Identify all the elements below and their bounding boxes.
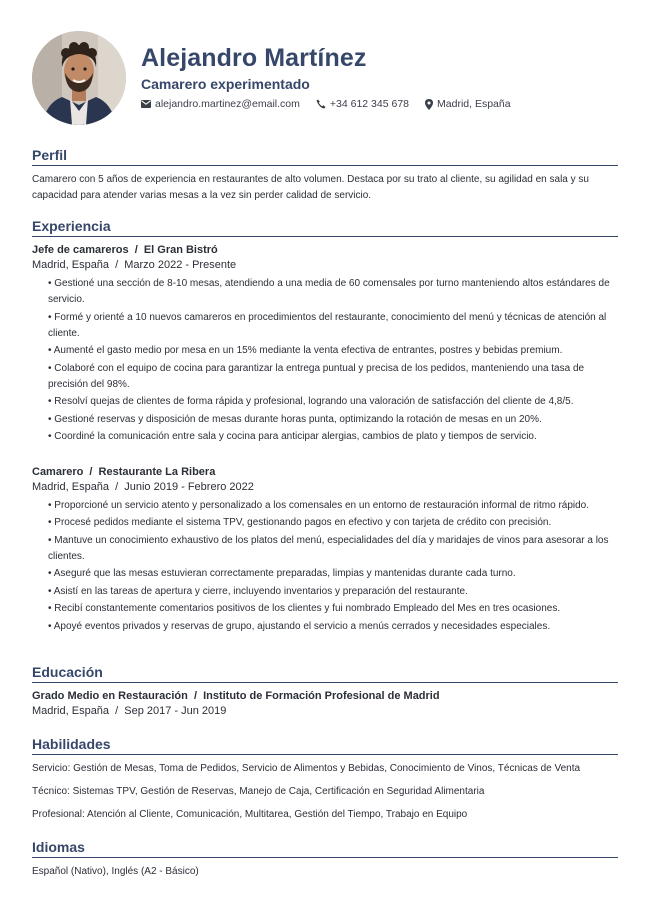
bullet-item: • Aseguré que las mesas estuvieran correctamente preparadas, limpias y mantenidas durante cada turno. — [48, 568, 516, 579]
contact-email[interactable] — [141, 98, 300, 110]
avatar — [32, 31, 126, 125]
job-entry — [32, 243, 618, 445]
section-title: Idiomas — [32, 839, 618, 858]
contact-location — [425, 98, 511, 110]
bullet-item: • Recibí constantemente comentarios positivos de los clientes y fui nombrado Empleado del Mes en tres ocasiones. — [48, 603, 561, 614]
bullet-item: • Colaboré con el equipo de cocina para garantizar la entrega puntual y precisa de los pedidos, manteniendo una tasa de precisión del 98%. — [48, 362, 585, 390]
portrait-image — [32, 31, 126, 125]
separator: / — [115, 480, 119, 493]
section-title: Perfil — [32, 147, 618, 166]
location-pin-icon — [425, 99, 433, 110]
bullet-item: • Aumenté el gasto medio por mesa en un 15% mediante la venta efectiva de entrantes, postres y bebidas premium. — [48, 345, 563, 356]
bullet-item: • Apoyé eventos privados y reservas de grupo, ajustando el servicio a menús cerrados y necesidades especiales. — [48, 620, 551, 632]
email-text: alejandro.martinez@email.com — [155, 98, 300, 110]
phone-text: +34 612 345 678 — [329, 98, 410, 110]
bullet-item: • Coordiné la comunicación entre sala y cocina para anticipar alergias, cambios de plato y tiempos de servicio. — [48, 431, 537, 442]
candidate-name: Alejandro Martínez — [141, 44, 367, 72]
section-idiomas — [32, 839, 618, 880]
separator: / — [115, 259, 119, 271]
contact-bar — [141, 98, 527, 110]
job-meta — [32, 258, 618, 273]
education-dates: Sep 2017 - Jun 2019 — [124, 705, 227, 717]
separator: / — [134, 244, 138, 256]
bullet-item: • Formé y orienté a 10 nuevos camareros en procedimientos del restaurante, conocimiento del menú y técnicas de atención al cliente. — [48, 311, 607, 339]
education-degree: Grado Medio en Restauración — [32, 690, 188, 702]
bullet-item: • Asistí en las tareas de apertura y cierre, incluyendo inventarios y preparación del restaurante. — [48, 585, 468, 597]
skill-line: Servicio: Gestión de Mesas, Toma de Pedidos, Servicio de Alimentos y Bebidas, Conocimiento de Vinos, Técnicas de Venta — [32, 763, 581, 774]
bullet-item: • Resolví quejas de clientes de forma rápida y profesional, logrando una valoración de satisfacción del cliente de 4,8/5. — [48, 396, 574, 407]
job-dates: Junio 2019 - Febrero 2022 — [124, 480, 254, 493]
job-place: Madrid, España — [32, 480, 110, 493]
bullet-item: • Proporcioné un servicio atento y personalizado a los comensales en un entorno de restauración informal de ritmo rápido. — [48, 499, 590, 511]
contact-phone[interactable] — [316, 98, 409, 110]
separator: / — [193, 690, 197, 702]
separator: / — [115, 705, 119, 717]
bullet-item: • Mantuve un conocimiento exhaustivo de los platos del menú, especialidades del día y maridajes de vinos para asesorar a los clientes. — [48, 534, 609, 562]
job-heading — [32, 243, 618, 258]
job-position: Camarero — [32, 465, 84, 478]
job-dates: Marzo 2022 - Presente — [124, 259, 237, 271]
location-text: Madrid, España — [437, 98, 511, 110]
section-title: Experiencia — [32, 218, 618, 237]
bullet-item: • Gestioné reservas y disposición de mesas durante horas punta, optimizando la rotación de mesas en un 20%. — [48, 413, 542, 425]
profile-summary: Camarero con 5 años de experiencia en restaurantes de alto volumen. Destaca por su trato al cliente, su agilidad en sala y su capacidad para atender varias mesas a la vez sin perder calidad de servicio. — [32, 174, 589, 201]
candidate-role: Camarero experimentado — [141, 76, 310, 92]
job-heading — [32, 465, 618, 480]
section-perfil — [32, 147, 618, 204]
section-experiencia — [32, 218, 618, 636]
job-company: El Gran Bistró — [143, 244, 218, 256]
phone-icon — [316, 99, 326, 109]
job-place: Madrid, España — [32, 259, 110, 271]
job-entry — [32, 465, 618, 635]
section-educacion — [32, 664, 618, 722]
job-bullets — [32, 276, 618, 445]
languages-text: Español (Nativo), Inglés (A2 - Básico) — [32, 866, 199, 877]
skill-line: Profesional: Atención al Cliente, Comunicación, Multitarea, Gestión del Tiempo, Trabajo en Equipo — [32, 809, 468, 820]
separator: / — [89, 465, 93, 478]
skill-line: Técnico: Sistemas TPV, Gestión de Reservas, Manejo de Caja, Certificación en Seguridad Alimentaria — [32, 786, 485, 797]
job-bullets — [32, 498, 618, 635]
section-habilidades — [32, 736, 618, 830]
bullet-item: • Gestioné una sección de 8-10 mesas, atendiendo a una media de 60 comensales por turno manteniendo altos estándares de servicio. — [48, 278, 610, 305]
education-place: Madrid, España — [32, 705, 110, 717]
education-meta — [32, 704, 618, 719]
bullet-item: • Procesé pedidos mediante el sistema TPV, gestionando pagos en efectivo y con tarjeta de crédito con precisión. — [48, 517, 552, 528]
job-meta — [32, 480, 618, 495]
education-heading — [32, 689, 618, 704]
education-school: Instituto de Formación Profesional de Madrid — [203, 690, 440, 702]
envelope-icon — [141, 100, 151, 108]
job-position: Jefe de camareros — [32, 244, 129, 256]
section-title: Habilidades — [32, 736, 618, 755]
job-company: Restaurante La Ribera — [98, 465, 216, 478]
section-title: Educación — [32, 664, 618, 683]
